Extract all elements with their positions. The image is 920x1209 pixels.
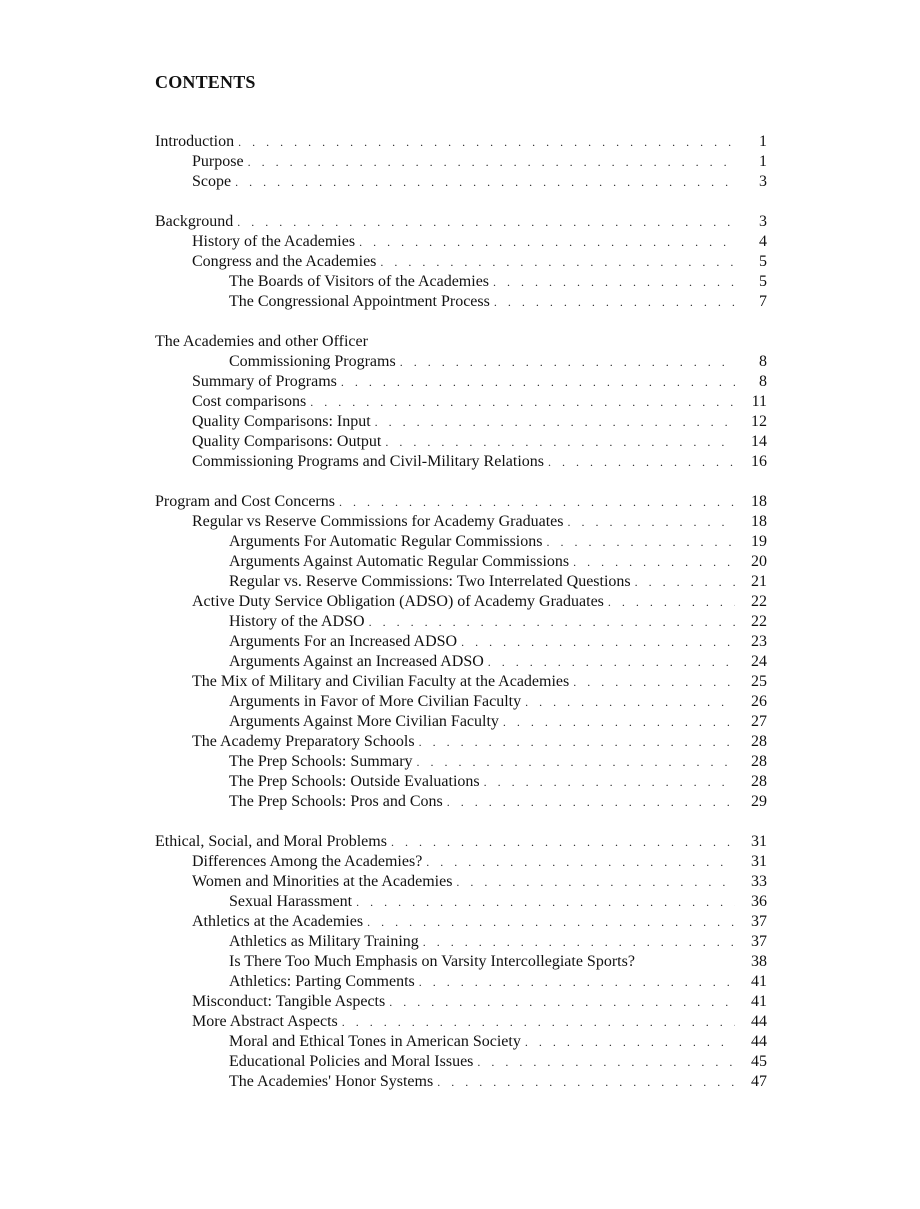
toc-entry-title: Quality Comparisons: Output [192, 433, 382, 450]
dot-leader [503, 712, 735, 732]
toc-entry-title: More Abstract Aspects [192, 1013, 338, 1030]
toc-group [155, 832, 767, 1092]
toc-entry[interactable] [155, 652, 767, 672]
toc-entry[interactable] [155, 672, 767, 692]
dot-leader [400, 352, 735, 372]
toc-entry[interactable] [155, 1072, 767, 1092]
toc-entry-page-number: 1 [759, 153, 767, 170]
dot-leader [235, 172, 735, 192]
toc-entry[interactable] [155, 132, 767, 152]
dot-leader [419, 972, 735, 992]
dot-leader [525, 692, 735, 712]
toc-entry-page-number: 3 [759, 173, 767, 190]
dot-leader [573, 672, 735, 692]
toc-entry[interactable] [155, 732, 767, 752]
toc-entry-page-number: 36 [751, 893, 767, 910]
toc-entry-title: Arguments For an Increased ADSO [229, 633, 458, 650]
dot-leader [484, 772, 735, 792]
toc-entry-title: The Academies and other Officer [155, 333, 368, 350]
toc-entry-page-number: 29 [751, 793, 767, 810]
toc-entry-page-number: 41 [751, 993, 767, 1010]
toc-entry-title: Arguments Against an Increased ADSO [229, 653, 484, 670]
toc-entry-title: Educational Policies and Moral Issues [229, 1053, 474, 1070]
dot-leader [391, 832, 735, 852]
dot-leader [423, 932, 735, 952]
toc-entry-page-number: 33 [751, 873, 767, 890]
toc-entry[interactable] [155, 332, 767, 352]
toc-entry-page-number: 5 [759, 273, 767, 290]
toc-entry-title: The Prep Schools: Summary [229, 753, 413, 770]
dot-leader [389, 992, 735, 1012]
toc-group [155, 492, 767, 812]
toc-entry-page-number: 44 [751, 1013, 767, 1030]
toc-entry[interactable] [155, 432, 767, 452]
toc-entry[interactable] [155, 992, 767, 1012]
table-of-contents [155, 132, 767, 1112]
toc-group [155, 132, 767, 192]
toc-entry-title: The Academies' Honor Systems [229, 1073, 434, 1090]
toc-entry-page-number: 12 [751, 413, 767, 430]
dot-leader [456, 872, 735, 892]
toc-entry[interactable] [155, 252, 767, 272]
toc-entry[interactable] [155, 572, 767, 592]
toc-entry-title: Commissioning Programs [229, 353, 396, 370]
toc-entry[interactable] [155, 712, 767, 732]
toc-entry-page-number: 44 [751, 1033, 767, 1050]
dot-leader [426, 852, 735, 872]
toc-entry-page-number: 31 [751, 853, 767, 870]
toc-entry-page-number: 31 [751, 833, 767, 850]
toc-entry-title: The Academy Preparatory Schools [192, 733, 415, 750]
toc-entry-title: Moral and Ethical Tones in American Society [229, 1033, 521, 1050]
toc-entry-page-number: 47 [751, 1073, 767, 1090]
dot-leader [493, 272, 735, 292]
toc-entry-title: Purpose [192, 153, 244, 170]
toc-entry-title: Quality Comparisons: Input [192, 413, 371, 430]
toc-entry-page-number: 26 [751, 693, 767, 710]
dot-leader [437, 1072, 735, 1092]
contents-heading: CONTENTS [155, 72, 256, 92]
dot-leader [546, 532, 735, 552]
dot-leader [635, 572, 735, 592]
toc-entry-title: The Prep Schools: Pros and Cons [229, 793, 443, 810]
toc-entry[interactable] [155, 1012, 767, 1032]
toc-entry[interactable] [155, 932, 767, 952]
toc-entry[interactable] [155, 632, 767, 652]
toc-entry-title: Differences Among the Academies? [192, 853, 423, 870]
toc-entry[interactable] [155, 872, 767, 892]
dot-leader [341, 372, 735, 392]
dot-leader [548, 452, 735, 472]
toc-entry-title: Misconduct: Tangible Aspects [192, 993, 386, 1010]
toc-entry-page-number: 20 [751, 553, 767, 570]
toc-entry-title: Athletics: Parting Comments [229, 973, 415, 990]
dot-leader [477, 1052, 735, 1072]
dot-leader [385, 432, 735, 452]
toc-entry-title: Arguments Against More Civilian Faculty [229, 713, 499, 730]
dot-leader [248, 152, 735, 172]
toc-entry-page-number: 14 [751, 433, 767, 450]
toc-entry-title: The Prep Schools: Outside Evaluations [229, 773, 480, 790]
toc-entry-page-number: 8 [759, 373, 767, 390]
toc-entry[interactable] [155, 232, 767, 252]
toc-entry-title: The Mix of Military and Civilian Faculty at the Academies [192, 673, 570, 690]
toc-entry-page-number: 1 [759, 133, 767, 150]
dot-leader [238, 132, 735, 152]
toc-entry-title: Commissioning Programs and Civil-Military Relations [192, 453, 544, 470]
dot-leader [375, 412, 735, 432]
toc-entry-page-number: 18 [751, 493, 767, 510]
toc-entry-title: History of the Academies [192, 233, 356, 250]
toc-entry[interactable] [155, 272, 767, 292]
toc-entry[interactable] [155, 692, 767, 712]
toc-entry[interactable] [155, 612, 767, 632]
dot-leader [488, 652, 735, 672]
toc-entry-title: Active Duty Service Obligation (ADSO) of Academy Graduates [192, 593, 604, 610]
toc-entry-title: Cost comparisons [192, 393, 307, 410]
toc-entry-page-number: 37 [751, 913, 767, 930]
toc-entry-title: Background [155, 213, 234, 230]
toc-entry[interactable] [155, 492, 767, 512]
toc-entry[interactable] [155, 592, 767, 612]
toc-entry-title: Regular vs. Reserve Commissions: Two Interrelated Questions [229, 573, 631, 590]
toc-entry[interactable] [155, 532, 767, 552]
toc-entry[interactable] [155, 512, 767, 532]
dot-leader [525, 1032, 735, 1052]
toc-entry-page-number: 28 [751, 733, 767, 750]
dot-leader [356, 892, 735, 912]
toc-entry-page-number: 37 [751, 933, 767, 950]
toc-entry-title: Introduction [155, 133, 235, 150]
toc-entry[interactable] [155, 372, 767, 392]
toc-entry-page-number: 5 [759, 253, 767, 270]
toc-entry[interactable] [155, 1052, 767, 1072]
toc-entry[interactable] [155, 912, 767, 932]
dot-leader [339, 492, 735, 512]
dot-leader [494, 292, 735, 312]
toc-entry-title: Women and Minorities at the Academies [192, 873, 453, 890]
toc-entry-title: The Boards of Visitors of the Academies [229, 273, 490, 290]
toc-entry[interactable] [155, 152, 767, 172]
toc-entry-title: History of the ADSO [229, 613, 365, 630]
toc-entry-page-number: 21 [751, 573, 767, 590]
toc-entry-page-number: 25 [751, 673, 767, 690]
toc-entry[interactable] [155, 972, 767, 992]
toc-entry[interactable] [155, 852, 767, 872]
dot-leader [342, 1012, 735, 1032]
toc-entry-page-number: 11 [751, 393, 767, 410]
toc-entry-page-number: 16 [751, 453, 767, 470]
toc-entry-title: Sexual Harassment [229, 893, 353, 910]
toc-entry[interactable] [155, 1032, 767, 1052]
toc-entry[interactable] [155, 792, 767, 812]
toc-entry-page-number: 28 [751, 773, 767, 790]
toc-entry[interactable] [155, 892, 767, 912]
toc-entry[interactable] [155, 752, 767, 772]
dot-leader [447, 792, 735, 812]
toc-entry-title: Regular vs Reserve Commissions for Academy Graduates [192, 513, 564, 530]
toc-entry-title: Congress and the Academies [192, 253, 377, 270]
dot-leader [237, 212, 735, 232]
toc-entry-title: Athletics at the Academies [192, 913, 364, 930]
toc-entry-title: Ethical, Social, and Moral Problems [155, 833, 387, 850]
toc-entry-page-number: 22 [751, 613, 767, 630]
toc-entry-page-number: 18 [751, 513, 767, 530]
dot-leader [417, 752, 735, 772]
dot-leader [608, 592, 735, 612]
toc-entry-page-number: 8 [759, 353, 767, 370]
dot-leader [573, 552, 735, 572]
toc-entry[interactable] [155, 292, 767, 312]
toc-entry-page-number: 3 [759, 213, 767, 230]
toc-entry[interactable] [155, 212, 767, 232]
toc-entry-page-number: 38 [751, 953, 767, 970]
toc-group [155, 212, 767, 312]
toc-entry[interactable] [155, 772, 767, 792]
toc-entry-page-number: 28 [751, 753, 767, 770]
toc-entry[interactable] [155, 412, 767, 432]
dot-leader [380, 252, 735, 272]
toc-entry-page-number: 22 [751, 593, 767, 610]
toc-entry[interactable] [155, 952, 767, 972]
dot-leader [461, 632, 735, 652]
toc-entry-page-number: 45 [751, 1053, 767, 1070]
toc-entry-title: Arguments Against Automatic Regular Commissions [229, 553, 570, 570]
toc-entry-page-number: 41 [751, 973, 767, 990]
toc-entry-page-number: 23 [751, 633, 767, 650]
toc-entry[interactable] [155, 452, 767, 472]
toc-entry-page-number: 7 [759, 293, 767, 310]
toc-entry-title: Athletics as Military Training [229, 933, 419, 950]
toc-entry-page-number: 27 [751, 713, 767, 730]
toc-entry-title: Arguments in Favor of More Civilian Faculty [229, 693, 522, 710]
toc-entry-title: Arguments For Automatic Regular Commissions [229, 533, 543, 550]
toc-entry-title: Scope [192, 173, 232, 190]
toc-entry[interactable] [155, 552, 767, 572]
toc-entry-title: Summary of Programs [192, 373, 337, 390]
toc-entry-page-number: 4 [759, 233, 767, 250]
dot-leader [359, 232, 735, 252]
toc-entry[interactable] [155, 172, 767, 192]
toc-entry[interactable] [155, 832, 767, 852]
toc-entry-page-number: 24 [751, 653, 767, 670]
dot-leader [369, 612, 735, 632]
dot-leader [419, 732, 735, 752]
dot-leader [310, 392, 735, 412]
toc-entry-title: Is There Too Much Emphasis on Varsity Intercollegiate Sports? [229, 953, 635, 970]
toc-entry-title: Program and Cost Concerns [155, 493, 335, 510]
toc-entry[interactable] [155, 352, 767, 372]
toc-group [155, 332, 767, 472]
toc-entry-title: The Congressional Appointment Process [229, 293, 490, 310]
toc-entry-page-number: 19 [751, 533, 767, 550]
toc-entry[interactable] [155, 392, 767, 412]
dot-leader [567, 512, 735, 532]
dot-leader [367, 912, 735, 932]
